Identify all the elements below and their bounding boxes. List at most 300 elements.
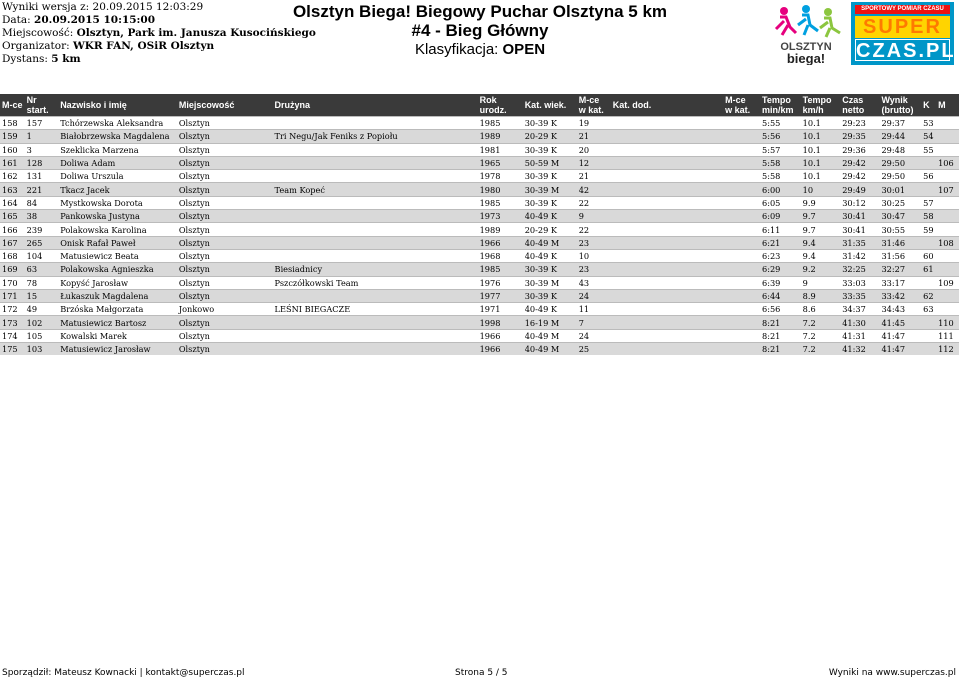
table-cell: 40-49 M <box>523 329 577 342</box>
table-cell: 9 <box>577 210 611 223</box>
table-cell: 61 <box>921 263 936 276</box>
column-header: M <box>936 94 959 117</box>
table-row <box>0 289 959 302</box>
table-cell: 1998 <box>478 316 523 329</box>
table-cell <box>273 196 478 209</box>
table-cell <box>936 143 959 156</box>
table-cell: 8:21 <box>760 329 801 342</box>
table-cell <box>936 170 959 183</box>
table-row <box>0 236 959 249</box>
table-cell: 159 <box>0 130 25 143</box>
table-cell <box>723 156 760 169</box>
table-cell: 128 <box>25 156 59 169</box>
table-cell: 9.9 <box>801 196 841 209</box>
table-cell: 49 <box>25 303 59 316</box>
table-cell <box>936 196 959 209</box>
table-cell: Olsztyn <box>177 236 273 249</box>
table-cell <box>611 249 723 262</box>
table-cell <box>921 276 936 289</box>
table-cell: 10.1 <box>801 156 841 169</box>
table-cell: 160 <box>0 143 25 156</box>
table-cell: 10.1 <box>801 117 841 130</box>
table-cell: 165 <box>0 210 25 223</box>
table-header <box>0 94 959 117</box>
table-cell <box>723 343 760 356</box>
table-cell: 41:30 <box>840 316 879 329</box>
table-cell: 6:11 <box>760 223 801 236</box>
olsztyn-biega-logo <box>770 3 842 65</box>
table-cell: 1 <box>25 130 59 143</box>
table-cell: Olsztyn <box>177 130 273 143</box>
date-line: Data: 20.09.2015 10:15:00 <box>2 14 156 26</box>
table-cell: Matusiewicz Jarosław <box>58 343 177 356</box>
table-cell: 41:45 <box>879 316 921 329</box>
table-cell: 20-29 K <box>523 130 577 143</box>
table-cell: 104 <box>25 249 59 262</box>
column-header: Nr start. <box>25 94 59 117</box>
table-cell <box>611 316 723 329</box>
table-cell: Tchórzewska Aleksandra <box>58 117 177 130</box>
table-cell: 6:29 <box>760 263 801 276</box>
table-cell: 40-49 M <box>523 236 577 249</box>
table-cell: 33:17 <box>879 276 921 289</box>
table-row <box>0 303 959 316</box>
table-cell: 30:47 <box>879 210 921 223</box>
column-header: K <box>921 94 936 117</box>
distance-line: Dystans: 5 km <box>2 53 81 65</box>
table-cell <box>723 223 760 236</box>
table-cell: 22 <box>577 223 611 236</box>
table-cell <box>723 303 760 316</box>
table-cell: Matusiewicz Beata <box>58 249 177 262</box>
table-cell: 6:00 <box>760 183 801 196</box>
table-cell: Olsztyn <box>177 263 273 276</box>
table-cell: Matusiewicz Bartosz <box>58 316 177 329</box>
table-cell: 40-49 K <box>523 249 577 262</box>
table-row <box>0 170 959 183</box>
table-cell: 62 <box>921 289 936 302</box>
table-cell: 29:23 <box>840 117 879 130</box>
table-cell: 25 <box>577 343 611 356</box>
logo2-line1: SUPER <box>855 16 950 38</box>
table-cell: 111 <box>936 329 959 342</box>
table-cell: 1966 <box>478 236 523 249</box>
table-cell: 40-49 K <box>523 210 577 223</box>
table-cell <box>723 117 760 130</box>
table-cell: 105 <box>25 329 59 342</box>
table-cell: Mystkowska Dorota <box>58 196 177 209</box>
table-cell: 6:44 <box>760 289 801 302</box>
table-cell: 29:37 <box>879 117 921 130</box>
table-cell: 20 <box>577 143 611 156</box>
table-cell: 1965 <box>478 156 523 169</box>
table-row <box>0 130 959 143</box>
table-cell: 41:32 <box>840 343 879 356</box>
column-header: M-ce w kat. <box>577 94 611 117</box>
table-cell: Doliwa Adam <box>58 156 177 169</box>
table-cell: 8:21 <box>760 343 801 356</box>
table-cell: 29:35 <box>840 130 879 143</box>
table-cell: LEŚNI BIEGACZE <box>273 303 478 316</box>
table-row <box>0 316 959 329</box>
table-cell: 32:27 <box>879 263 921 276</box>
event-title: Olsztyn Biega! Biegowy Puchar Olsztyna 5 km <box>292 2 668 21</box>
table-cell: 53 <box>921 117 936 130</box>
column-header: Kat. dod. <box>611 94 723 117</box>
table-cell: 7 <box>577 316 611 329</box>
table-cell <box>723 289 760 302</box>
table-cell: Olsztyn <box>177 143 273 156</box>
table-cell: Polakowska Agnieszka <box>58 263 177 276</box>
table-cell: 7.2 <box>801 343 841 356</box>
table-cell: Olsztyn <box>177 223 273 236</box>
table-cell: 6:56 <box>760 303 801 316</box>
table-cell <box>611 343 723 356</box>
table-cell: Olsztyn <box>177 249 273 262</box>
table-cell <box>921 343 936 356</box>
table-cell <box>611 303 723 316</box>
table-cell <box>273 343 478 356</box>
table-cell <box>611 236 723 249</box>
table-cell: 9.4 <box>801 236 841 249</box>
table-cell: Brzóska Małgorzata <box>58 303 177 316</box>
table-cell: 23 <box>577 236 611 249</box>
table-cell: 30:25 <box>879 196 921 209</box>
table-cell <box>723 276 760 289</box>
table-cell: 5:55 <box>760 117 801 130</box>
table-cell: 5:56 <box>760 130 801 143</box>
table-cell: 24 <box>577 329 611 342</box>
column-header: M-ce <box>0 94 25 117</box>
results-table <box>0 94 959 355</box>
table-cell: 38 <box>25 210 59 223</box>
table-cell: 55 <box>921 143 936 156</box>
table-cell: 33:42 <box>879 289 921 302</box>
table-cell <box>723 143 760 156</box>
column-header: Wynik (brutto) <box>879 94 921 117</box>
table-cell: 60 <box>921 249 936 262</box>
table-cell: 110 <box>936 316 959 329</box>
table-cell: 109 <box>936 276 959 289</box>
table-cell <box>273 329 478 342</box>
footer-website: Wyniki na www.superczas.pl <box>828 668 956 678</box>
table-cell: 29:50 <box>879 156 921 169</box>
table-cell <box>611 183 723 196</box>
table-cell: 54 <box>921 130 936 143</box>
table-cell <box>611 210 723 223</box>
column-header: Drużyna <box>273 94 478 117</box>
table-cell <box>611 156 723 169</box>
table-cell: 239 <box>25 223 59 236</box>
table-cell: 8.6 <box>801 303 841 316</box>
superczas-logo <box>851 2 954 65</box>
table-cell <box>936 249 959 262</box>
table-cell: 107 <box>936 183 959 196</box>
table-cell <box>611 263 723 276</box>
table-cell <box>611 196 723 209</box>
table-cell <box>723 236 760 249</box>
table-cell: 58 <box>921 210 936 223</box>
table-cell: 170 <box>0 276 25 289</box>
table-cell: 1985 <box>478 117 523 130</box>
table-cell: Doliwa Urszula <box>58 170 177 183</box>
table-cell: 10.1 <box>801 143 841 156</box>
table-cell: Pankowska Justyna <box>58 210 177 223</box>
table-cell <box>723 316 760 329</box>
logo1-line1: OLSZTYN <box>780 41 832 53</box>
table-cell: 30-39 K <box>523 117 577 130</box>
column-header: M-ce w kat. <box>723 94 760 117</box>
table-cell: 78 <box>25 276 59 289</box>
table-cell: 1966 <box>478 329 523 342</box>
table-cell <box>936 289 959 302</box>
table-cell <box>273 156 478 169</box>
table-cell: 9.4 <box>801 249 841 262</box>
table-cell: 41:47 <box>879 343 921 356</box>
table-cell: 15 <box>25 289 59 302</box>
table-cell: 84 <box>25 196 59 209</box>
table-cell: 29:42 <box>840 170 879 183</box>
table-cell: 63 <box>25 263 59 276</box>
table-cell: Biesiadnicy <box>273 263 478 276</box>
table-cell: 9.7 <box>801 210 841 223</box>
table-cell: 6:05 <box>760 196 801 209</box>
table-cell: Olsztyn <box>177 156 273 169</box>
table-cell <box>936 303 959 316</box>
table-cell: 30-39 K <box>523 170 577 183</box>
footer-page: Strona 5 / 5 <box>455 668 508 678</box>
table-cell: 163 <box>0 183 25 196</box>
table-cell: 30-39 M <box>523 183 577 196</box>
table-cell: 30:41 <box>840 210 879 223</box>
table-cell: 12 <box>577 156 611 169</box>
table-cell <box>611 289 723 302</box>
table-cell: 29:49 <box>840 183 879 196</box>
table-cell: 10.1 <box>801 170 841 183</box>
table-cell <box>723 196 760 209</box>
column-header: Nazwisko i imię <box>58 94 177 117</box>
table-cell: Tkacz Jacek <box>58 183 177 196</box>
table-cell: 33:35 <box>840 289 879 302</box>
column-header: Rok urodz. <box>478 94 523 117</box>
table-cell <box>273 249 478 262</box>
table-cell: Szeklicka Marzena <box>58 143 177 156</box>
table-cell: 1989 <box>478 130 523 143</box>
table-cell: 9.7 <box>801 223 841 236</box>
table-cell: 171 <box>0 289 25 302</box>
table-cell: 1973 <box>478 210 523 223</box>
table-cell: 19 <box>577 117 611 130</box>
table-cell: 161 <box>0 156 25 169</box>
table-cell: 7.2 <box>801 316 841 329</box>
table-cell: 31:46 <box>879 236 921 249</box>
table-cell <box>273 316 478 329</box>
table-cell <box>936 130 959 143</box>
table-cell: 1980 <box>478 183 523 196</box>
table-cell: Onisk Rafał Paweł <box>58 236 177 249</box>
table-cell: 22 <box>577 196 611 209</box>
table-cell: 40-49 M <box>523 343 577 356</box>
table-cell: 1985 <box>478 196 523 209</box>
table-cell <box>723 329 760 342</box>
table-cell: Olsztyn <box>177 210 273 223</box>
table-cell: 59 <box>921 223 936 236</box>
table-cell: 8.9 <box>801 289 841 302</box>
table-cell: 30:01 <box>879 183 921 196</box>
table-cell: 43 <box>577 276 611 289</box>
table-cell: 102 <box>25 316 59 329</box>
table-cell: 173 <box>0 316 25 329</box>
table-cell: 158 <box>0 117 25 130</box>
table-cell: 1971 <box>478 303 523 316</box>
table-cell: 30:12 <box>840 196 879 209</box>
column-header: Tempo min/km <box>760 94 801 117</box>
table-cell <box>273 236 478 249</box>
table-row <box>0 143 959 156</box>
table-cell: 29:50 <box>879 170 921 183</box>
table-cell: 5:57 <box>760 143 801 156</box>
organizer-line: Organizator: WKR FAN, OSiR Olsztyn <box>2 40 215 52</box>
logo1-line2: biega! <box>786 51 826 65</box>
table-cell: 30-39 K <box>523 289 577 302</box>
table-cell: Olsztyn <box>177 170 273 183</box>
table-row <box>0 196 959 209</box>
table-cell: 1977 <box>478 289 523 302</box>
table-cell: 164 <box>0 196 25 209</box>
table-cell: Olsztyn <box>177 196 273 209</box>
table-cell: Tri Negu/Jak Feniks z Popiołu <box>273 130 478 143</box>
table-cell: 56 <box>921 170 936 183</box>
table-cell <box>273 117 478 130</box>
table-cell: 221 <box>25 183 59 196</box>
table-cell <box>611 117 723 130</box>
table-cell: 29:44 <box>879 130 921 143</box>
table-cell <box>723 183 760 196</box>
table-cell <box>611 223 723 236</box>
table-cell: 172 <box>0 303 25 316</box>
table-cell: 166 <box>0 223 25 236</box>
table-cell: 6:21 <box>760 236 801 249</box>
table-cell: 30-39 K <box>523 196 577 209</box>
table-cell <box>921 329 936 342</box>
table-cell: Jonkowo <box>177 303 273 316</box>
table-cell: 30-39 K <box>523 143 577 156</box>
table-cell: 265 <box>25 236 59 249</box>
table-cell: 24 <box>577 289 611 302</box>
page-title <box>290 2 670 59</box>
table-cell <box>611 276 723 289</box>
table-cell: 6:39 <box>760 276 801 289</box>
table-cell: 29:42 <box>840 156 879 169</box>
table-cell <box>611 143 723 156</box>
table-cell: Olsztyn <box>177 183 273 196</box>
table-row <box>0 183 959 196</box>
column-header: Tempo km/h <box>801 94 841 117</box>
table-cell: 3 <box>25 143 59 156</box>
table-cell: 108 <box>936 236 959 249</box>
table-cell: 63 <box>921 303 936 316</box>
table-row <box>0 343 959 356</box>
column-header: Kat. wiek. <box>523 94 577 117</box>
table-cell: 6:23 <box>760 249 801 262</box>
table-cell: 1981 <box>478 143 523 156</box>
classification: Klasyfikacja: OPEN <box>414 41 546 58</box>
table-cell: 31:42 <box>840 249 879 262</box>
table-row <box>0 117 959 130</box>
table-cell: 30:41 <box>840 223 879 236</box>
table-cell: 131 <box>25 170 59 183</box>
version-line: Wyniki wersja z: 20.09.2015 12:03:29 <box>2 1 204 13</box>
table-row <box>0 276 959 289</box>
table-cell: 1985 <box>478 263 523 276</box>
table-cell <box>936 223 959 236</box>
table-cell <box>723 130 760 143</box>
table-cell: 168 <box>0 249 25 262</box>
table-cell <box>273 143 478 156</box>
table-cell: 40-49 K <box>523 303 577 316</box>
table-cell: 33:03 <box>840 276 879 289</box>
table-cell: 112 <box>936 343 959 356</box>
table-cell: 10 <box>801 183 841 196</box>
table-cell: Kopyść Jarosław <box>58 276 177 289</box>
table-cell <box>936 263 959 276</box>
table-cell: Olsztyn <box>177 329 273 342</box>
table-cell <box>273 170 478 183</box>
table-cell <box>921 156 936 169</box>
table-cell: 1966 <box>478 343 523 356</box>
table-row <box>0 156 959 169</box>
table-cell: Polakowska Karolina <box>58 223 177 236</box>
column-header: Czas netto <box>840 94 879 117</box>
event-info <box>2 1 316 66</box>
table-cell: 1968 <box>478 249 523 262</box>
table-cell <box>723 249 760 262</box>
table-cell: 1978 <box>478 170 523 183</box>
table-cell: 6:09 <box>760 210 801 223</box>
table-cell: 106 <box>936 156 959 169</box>
table-cell: Kowalski Marek <box>58 329 177 342</box>
table-row <box>0 329 959 342</box>
table-cell: 23 <box>577 263 611 276</box>
table-cell <box>921 316 936 329</box>
table-cell <box>273 210 478 223</box>
table-cell: 16-19 M <box>523 316 577 329</box>
table-cell: Olsztyn <box>177 117 273 130</box>
location-line: Miejscowość: Olsztyn, Park im. Janusza Kusocińskiego <box>2 27 316 39</box>
table-cell: 10 <box>577 249 611 262</box>
table-cell: 7.2 <box>801 329 841 342</box>
table-cell: 34:37 <box>840 303 879 316</box>
table-cell <box>936 210 959 223</box>
table-cell <box>921 183 936 196</box>
table-row <box>0 263 959 276</box>
table-cell: 30-39 K <box>523 263 577 276</box>
table-cell: Łukaszuk Magdalena <box>58 289 177 302</box>
table-cell: 29:48 <box>879 143 921 156</box>
table-cell: 175 <box>0 343 25 356</box>
race-title: #4 - Bieg Główny <box>411 21 549 40</box>
table-cell: 30-39 M <box>523 276 577 289</box>
table-cell: 103 <box>25 343 59 356</box>
column-header: Miejscowość <box>177 94 273 117</box>
table-cell: Team Kopeć <box>273 183 478 196</box>
table-cell <box>273 289 478 302</box>
logo2-line2: CZAS.PL <box>856 40 956 62</box>
table-cell: 32:25 <box>840 263 879 276</box>
table-cell: 29:36 <box>840 143 879 156</box>
table-cell: 167 <box>0 236 25 249</box>
table-cell <box>723 210 760 223</box>
